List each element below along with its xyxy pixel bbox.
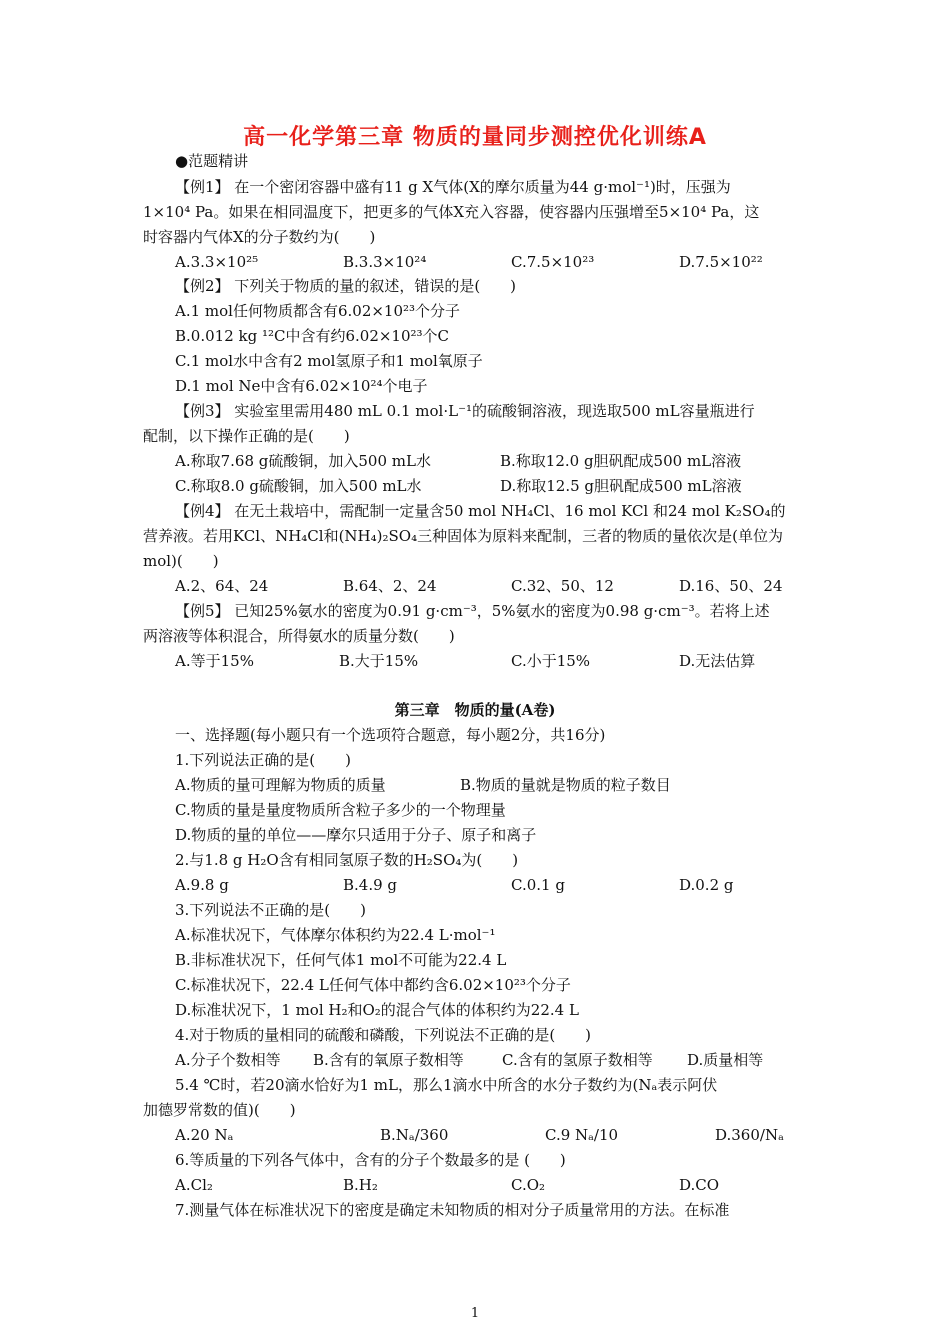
option-b: B.3.3×10²⁴ bbox=[343, 253, 427, 271]
question-7-line-1: 7.测量气体在标准状况下的密度是确定未知物质的相对分子质量常用的方法。在标准 bbox=[175, 1201, 730, 1219]
question-3-option-d: D.标准状况下，1 mol H₂和O₂的混合气体的体积约为22.4 L bbox=[175, 1001, 579, 1019]
question-3-option-a: A.标准状况下，气体摩尔体积约为22.4 L·mol⁻¹ bbox=[175, 926, 496, 944]
part-intro: 一、选择题(每小题只有一个选项符合题意，每小题2分，共16分) bbox=[175, 726, 606, 744]
example-2-option-a: A.1 mol任何物质都含有6.02×10²³个分子 bbox=[175, 302, 461, 320]
option-c: C.含有的氢原子数相等 bbox=[502, 1051, 653, 1069]
part-title: 第三章 物质的量(A卷) bbox=[394, 701, 556, 719]
option-c: C.O₂ bbox=[511, 1176, 546, 1194]
option-d: D.16、50、24 bbox=[679, 577, 783, 595]
option-a: A.9.8 g bbox=[175, 876, 229, 894]
option-a: A.2、64、24 bbox=[175, 577, 269, 595]
question-2-options bbox=[175, 874, 815, 896]
question-4: 4.对于物质的量相同的硫酸和磷酸，下列说法不正确的是( ) bbox=[175, 1026, 592, 1044]
option-c: C.7.5×10²³ bbox=[511, 253, 595, 271]
question-1: 1.下列说法正确的是( ) bbox=[175, 751, 352, 769]
option-c: C.32、50、12 bbox=[511, 577, 614, 595]
option-b: B.64、2、24 bbox=[343, 577, 437, 595]
question-6-options bbox=[175, 1174, 815, 1196]
example-4-line-3: mol)( ) bbox=[143, 552, 219, 570]
example-1-line-2: 1×10⁴ Pa。如果在相同温度下，把更多的气体X充入容器，使容器内压强增至5×10⁴ Pa，这 bbox=[143, 203, 760, 221]
question-5-line-2: 加德罗常数的值)( ) bbox=[143, 1101, 296, 1119]
option-d: D.0.2 g bbox=[679, 876, 734, 894]
question-5-line-1: 5.4 ℃时，若20滴水恰好为1 mL，那么1滴水中所含的水分子数约为(Nₐ表示阿伏 bbox=[175, 1076, 718, 1094]
option-d: D.称取12.5 g胆矾配成500 mL溶液 bbox=[500, 477, 742, 495]
question-3: 3.下列说法不正确的是( ) bbox=[175, 901, 367, 919]
option-a: A.物质的量可理解为物质的质量 bbox=[175, 776, 386, 794]
option-b: B.Nₐ/360 bbox=[380, 1126, 449, 1144]
option-d: D.质量相等 bbox=[687, 1051, 764, 1069]
option-a: A.等于15% bbox=[175, 652, 254, 670]
example-2-option-b: B.0.012 kg ¹²C中含有约6.02×10²³个C bbox=[175, 327, 450, 345]
option-b: B.4.9 g bbox=[343, 876, 398, 894]
example-1-line-3: 时容器内气体X的分子数约为( ) bbox=[143, 228, 376, 246]
example-5-options bbox=[175, 650, 815, 672]
option-d: D.无法估算 bbox=[679, 652, 756, 670]
example-1-options bbox=[175, 251, 815, 273]
option-b: B.含有的氧原子数相等 bbox=[313, 1051, 464, 1069]
example-2-option-c: C.1 mol水中含有2 mol氢原子和1 mol氧原子 bbox=[175, 352, 483, 370]
option-b: B.H₂ bbox=[343, 1176, 378, 1194]
example-3-line-1: 【例3】 实验室里需用480 mL 0.1 mol·L⁻¹的硫酸铜溶液，现选取500 mL容量瓶进行 bbox=[175, 402, 755, 420]
example-2-option-d: D.1 mol Ne中含有6.02×10²⁴个电子 bbox=[175, 377, 428, 395]
option-a: A.Cl₂ bbox=[175, 1176, 213, 1194]
option-b: B.称取12.0 g胆矾配成500 mL溶液 bbox=[500, 452, 742, 470]
example-5-line-2: 两溶液等体积混合，所得氨水的质量分数( ) bbox=[143, 627, 455, 645]
example-3-options-row-1 bbox=[175, 450, 815, 472]
question-6: 6.等质量的下列各气体中，含有的分子个数最多的是 ( ) bbox=[175, 1151, 566, 1169]
example-4-line-1: 【例4】 在无土栽培中，需配制一定量含50 mol NH₄Cl、16 mol KCl 和24 mol K₂SO₄的 bbox=[175, 502, 786, 520]
option-d: D.7.5×10²² bbox=[679, 253, 763, 271]
option-a: A.20 Nₐ bbox=[175, 1126, 234, 1144]
question-2: 2.与1.8 g H₂O含有相同氢原子数的H₂SO₄为( ) bbox=[175, 851, 519, 869]
option-b: B.物质的量就是物质的粒子数目 bbox=[460, 776, 671, 794]
question-1-option-d: D.物质的量的单位——摩尔只适用于分子、原子和离子 bbox=[175, 826, 537, 844]
option-c: C.0.1 g bbox=[511, 876, 565, 894]
option-c: C.小于15% bbox=[511, 652, 591, 670]
question-1-options-row-1 bbox=[175, 774, 815, 796]
option-a: A.分子个数相等 bbox=[175, 1051, 281, 1069]
example-3-options-row-2 bbox=[175, 475, 815, 497]
document-title: 高一化学第三章 物质的量同步测控优化训练A bbox=[243, 125, 707, 150]
option-a: A.3.3×10²⁵ bbox=[175, 253, 259, 271]
example-5-line-1: 【例5】 已知25%氨水的密度为0.91 g·cm⁻³，5%氨水的密度为0.98 g·cm⁻³。若将上述 bbox=[175, 602, 770, 620]
example-4-line-2: 营养液。若用KCl、NH₄Cl和(NH₄)₂SO₄三种固体为原料来配制，三者的物质的量依次是(单位为 bbox=[143, 527, 783, 545]
question-4-options bbox=[175, 1049, 815, 1071]
example-3-line-2: 配制，以下操作正确的是( ) bbox=[143, 427, 350, 445]
example-4-options bbox=[175, 575, 815, 597]
example-1-line-1: 【例1】 在一个密闭容器中盛有11 g X气体(X的摩尔质量为44 g·mol⁻¹)时，压强为 bbox=[175, 178, 731, 196]
option-b: B.大于15% bbox=[339, 652, 419, 670]
option-d: D.CO bbox=[679, 1176, 720, 1194]
option-c: C.9 Nₐ/10 bbox=[545, 1126, 619, 1144]
question-3-option-b: B.非标准状况下，任何气体1 mol不可能为22.4 L bbox=[175, 951, 507, 969]
option-c: C.称取8.0 g硫酸铜，加入500 mL水 bbox=[175, 477, 422, 495]
question-5-options bbox=[175, 1124, 815, 1146]
section-heading: ●范题精讲 bbox=[175, 152, 249, 170]
option-d: D.360/Nₐ bbox=[715, 1126, 784, 1144]
example-2-line-1: 【例2】 下列关于物质的量的叙述，错误的是( ) bbox=[175, 277, 517, 295]
question-1-option-c: C.物质的量是量度物质所含粒子多少的一个物理量 bbox=[175, 801, 506, 819]
question-3-option-c: C.标准状况下，22.4 L任何气体中都约含6.02×10²³个分子 bbox=[175, 976, 571, 994]
option-a: A.称取7.68 g硫酸铜，加入500 mL水 bbox=[175, 452, 431, 470]
page-number: 1 bbox=[470, 1306, 480, 1321]
